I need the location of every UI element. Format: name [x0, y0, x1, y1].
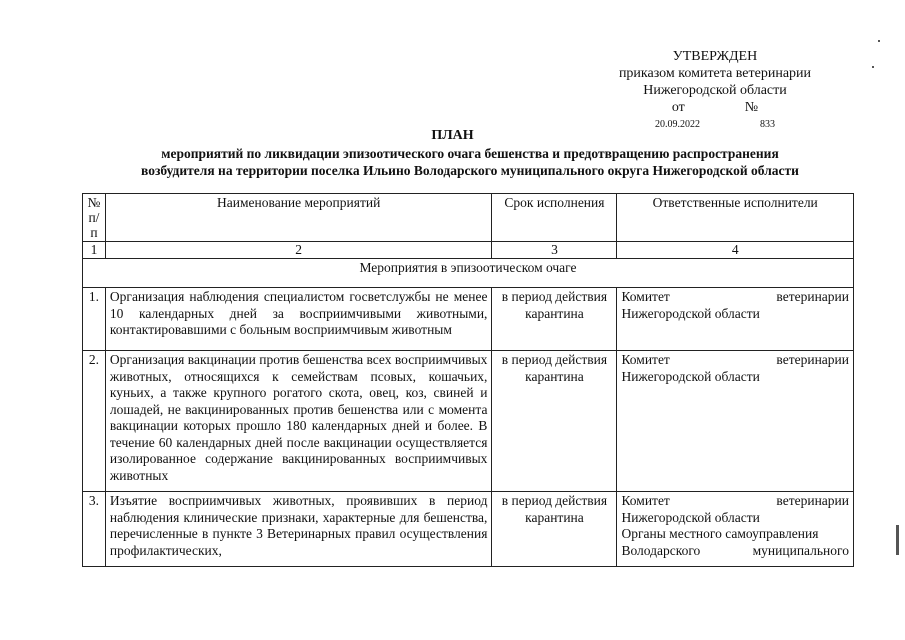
responsible-line-4: [621, 543, 849, 560]
column-number: 2: [105, 242, 492, 259]
responsible-line-3: Органы местного самоуправления: [621, 526, 819, 541]
responsible-word: ветеринарии: [776, 352, 849, 367]
responsible-line-2: Нижегородской области: [621, 368, 760, 384]
row-number: 3.: [83, 492, 106, 567]
row-number: 1.: [83, 288, 106, 351]
scan-artifact: [878, 40, 880, 42]
column-number: 3: [492, 242, 617, 259]
section-row: [83, 259, 854, 288]
responsible-word: Комитет: [621, 493, 670, 508]
measure-name: Организация вакцинации против бешенства всех восприимчивых животных, относящихся к семействам псовых, кошачьих, куньих, а также крупного рогатого скота, овец, коз, свиней и лошадей, не вакцинированных против бешенства или с момента вакцинации которых прошло 180 календарных дней и более. В течение 60 календарных дней после вакцинации осуществляется изолированное содержание вакцинированных восприимчивых животных: [105, 351, 492, 492]
measure-name: Изъятие восприимчивых животных, проявивших в период наблюдения клинические признаки, характерные для бешенства, перечисленные в пункте 3 Ветеринарных правил осуществления профилактических,: [105, 492, 492, 567]
measure-responsible: [617, 492, 854, 567]
section-title: Мероприятия в эпизоотическом очаге: [83, 259, 854, 288]
measure-term: в период действия карантина: [492, 351, 617, 492]
header-name: Наименование мероприятий: [105, 194, 492, 242]
approval-number: 833: [760, 119, 775, 130]
table-row: [83, 492, 854, 567]
responsible-line-2: Нижегородской области: [621, 305, 760, 321]
header-responsible: Ответственные исполнители: [617, 194, 854, 242]
responsible-word: муниципального: [752, 542, 849, 558]
row-number: 2.: [83, 351, 106, 492]
responsible-word: ветеринарии: [776, 289, 849, 304]
plan-subtitle: [60, 145, 880, 179]
measures-table: [82, 193, 854, 567]
column-number: 1: [83, 242, 106, 259]
responsible-word: Комитет: [621, 289, 670, 304]
responsible-word: Комитет: [621, 352, 670, 367]
approval-line-1: приказом комитета ветеринарии: [618, 66, 812, 81]
plan-subtitle-line-1: мероприятий по ликвидации эпизоотического очага бешенства и предотвращению распространения: [161, 146, 779, 161]
responsible-line-1: [621, 493, 849, 510]
responsible-word: Володарского: [621, 542, 701, 558]
measure-responsible: [617, 351, 854, 492]
measure-term: в период действия карантина: [492, 288, 617, 351]
measure-responsible: [617, 288, 854, 351]
approval-block: [600, 48, 830, 132]
approval-date-number-labels: [600, 99, 830, 116]
plan-title: ПЛАН: [431, 128, 474, 143]
header-no: [83, 194, 106, 242]
approval-title: УТВЕРЖДЕН: [672, 49, 758, 64]
header-no-line-2: п/п: [88, 210, 100, 240]
column-number-row: [83, 242, 854, 259]
plan-subtitle-line-2: возбудителя на территории поселка Ильино Володарского муниципального округа Нижегородской области: [141, 163, 799, 178]
table-row: [83, 351, 854, 492]
table-row: [83, 288, 854, 351]
header-term: Срок исполнения: [492, 194, 617, 242]
measure-name: Организация наблюдения специалистом госветслужбы не менее 10 календарных дней за восприимчивыми животными, контактировавшими с больным восприимчивым животным: [105, 288, 492, 351]
scan-artifact: [896, 525, 899, 555]
table-header-row: [83, 194, 854, 242]
header-no-line-1: №: [87, 195, 101, 210]
scan-artifact: [872, 66, 874, 68]
measure-term: в период действия карантина: [492, 492, 617, 567]
number-label: №: [744, 100, 759, 115]
responsible-word: ветеринарии: [776, 493, 849, 508]
responsible-line-2: Нижегородской области: [621, 509, 760, 525]
approval-date: 20.09.2022: [655, 119, 700, 130]
approval-line-2: Нижегородской области: [643, 83, 787, 98]
responsible-line-1: [621, 352, 849, 369]
from-label: от: [671, 100, 685, 115]
responsible-line-1: [621, 289, 849, 306]
column-number: 4: [617, 242, 854, 259]
